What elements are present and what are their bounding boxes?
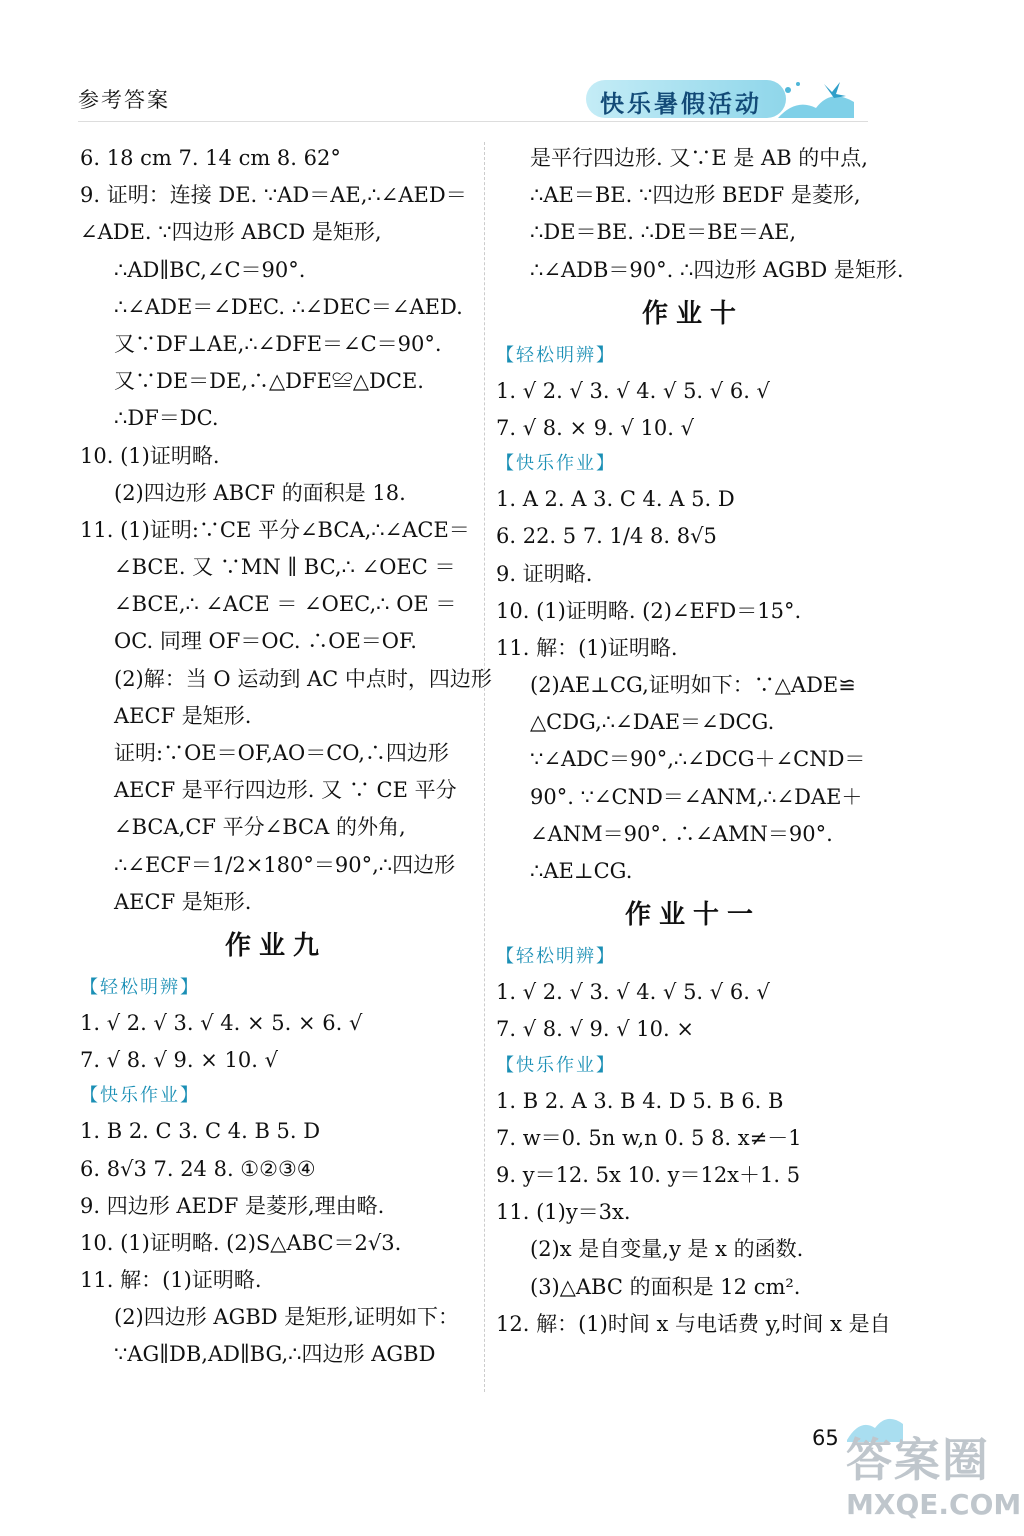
answer-line: 90°. ∵∠CND＝∠ANM,∴∠DAE＋	[530, 784, 863, 809]
watermark	[846, 1433, 1022, 1529]
answer-line: 1. √ 2. √ 3. √ 4. √ 5. √ 6. √	[496, 980, 770, 1005]
answer-line: 1. A 2. A 3. C 4. A 5. D	[496, 487, 735, 512]
watermark-logo: 答案圈	[846, 1433, 990, 1487]
section-tag: 【快乐作业】	[80, 1085, 200, 1107]
answer-line: ∠BCE,∴ ∠ACE ＝ ∠OEC,∴ OE ＝	[114, 592, 457, 617]
banner-splash-icon	[776, 78, 856, 120]
section-heading: 作业九	[224, 930, 327, 961]
answer-line: ∴DF＝DC.	[114, 406, 219, 431]
answer-line: ∵∠ADC＝90°,∴∠DCG＋∠CND＝	[530, 747, 866, 772]
section-tag: 【快乐作业】	[496, 453, 616, 475]
answer-line: 11. 解：(1)证明略.	[80, 1268, 262, 1293]
answer-line: ∴AE＝BE. ∵四边形 BEDF 是菱形,	[530, 183, 861, 208]
answer-line: ∴∠ADE＝∠DEC. ∴∠DEC＝∠AED.	[114, 294, 463, 319]
answer-line: 7. √ 8. √ 9. × 10. √	[80, 1048, 278, 1073]
answer-line: 又∵DE＝DE,∴△DFE≌△DCE.	[114, 369, 424, 394]
answer-line: 9. y＝12. 5x 10. y＝12x＋1. 5	[496, 1162, 801, 1187]
column-divider	[484, 142, 485, 1392]
answer-line: 1. √ 2. √ 3. √ 4. × 5. × 6. √	[80, 1010, 363, 1035]
answer-line: 7. √ 8. × 9. √ 10. √	[496, 415, 694, 440]
answer-line: (2)解：当 O 运动到 AC 中点时，四边形	[114, 666, 492, 691]
section-tag: 【快乐作业】	[496, 1054, 616, 1076]
answer-line: △CDG,∴∠DAE＝∠DCG.	[530, 710, 775, 735]
answer-line: 6. 8√3 7. 24 8. ①②③④	[80, 1156, 316, 1181]
page-number: 65	[812, 1426, 839, 1450]
answer-line: 7. w＝0. 5n w,n 0. 5 8. x≠－1	[496, 1125, 802, 1150]
answer-line: 12. 解：(1)时间 x 与电话费 y,时间 x 是自	[496, 1311, 891, 1336]
answer-line: 1. √ 2. √ 3. √ 4. √ 5. √ 6. √	[496, 378, 770, 403]
answer-line: 1. B 2. A 3. B 4. D 5. B 6. B	[496, 1088, 784, 1113]
section-tag: 【轻松明辨】	[496, 344, 616, 366]
banner-title: 快乐暑假活动	[600, 90, 762, 118]
answer-line: (2)四边形 AGBD 是矩形,证明如下：	[114, 1305, 459, 1330]
section-heading: 作业十一	[624, 900, 761, 931]
answer-line: (2)AE⊥CG,证明如下：∵△ADE≌	[530, 673, 856, 698]
answer-line: 又∵DF⊥AE,∴∠DFE＝∠C＝90°.	[114, 331, 442, 356]
answer-line: 是平行四边形. 又∵E 是 AB 的中点,	[530, 146, 868, 170]
header-banner	[586, 78, 858, 120]
section-heading: 作业十	[641, 298, 744, 329]
answer-line: ∵AG∥DB,AD∥BG,∴四边形 AGBD	[114, 1342, 436, 1367]
answer-line: 11. (1)y＝3x.	[496, 1200, 631, 1225]
section-tag: 【轻松明辨】	[496, 946, 616, 968]
answer-line: 11. (1)证明:∵CE 平分∠BCA,∴∠ACE＝	[80, 517, 470, 542]
answer-line: ∠BCE. 又 ∵MN ∥ BC,∴ ∠OEC ＝	[114, 555, 456, 580]
answer-line: 1. B 2. C 3. C 4. B 5. D	[80, 1119, 321, 1144]
answer-line: ∠BCA,CF 平分∠BCA 的外角,	[114, 815, 406, 840]
answer-line: 证明:∵OE＝OF,AO＝CO,∴四边形	[114, 741, 449, 765]
answer-line: AECF 是矩形.	[114, 889, 252, 914]
answer-line: 11. 解：(1)证明略.	[496, 635, 678, 660]
answer-line: OC. 同理 OF＝OC. ∴OE＝OF.	[114, 629, 417, 654]
answer-line: ∴DE＝BE. ∴DE＝BE＝AE,	[530, 220, 797, 245]
answer-line: 9. 四边形 AEDF 是菱形,理由略.	[80, 1193, 385, 1218]
section-tag: 【轻松明辨】	[80, 976, 200, 998]
answer-line: 7. √ 8. √ 9. √ 10. ×	[496, 1017, 694, 1042]
left-column	[80, 140, 492, 1374]
answer-line: (2)四边形 ABCF 的面积是 18.	[114, 480, 406, 505]
answer-line: 10. (1)证明略. (2)S△ABC＝2√3.	[80, 1230, 402, 1255]
answer-line: AECF 是矩形.	[114, 703, 252, 728]
answer-line: 9. 证明：连接 DE. ∵AD＝AE,∴∠AED＝	[80, 183, 467, 208]
answer-line: 9. 证明略.	[496, 561, 593, 586]
answer-line: (2)x 是自变量,y 是 x 的函数.	[530, 1237, 804, 1262]
header-rule	[78, 121, 868, 122]
answer-line: ∠ADE. ∵四边形 ABCD 是矩形,	[80, 220, 382, 245]
answer-line: 6. 22. 5 7. 1/4 8. 8√5	[496, 524, 717, 549]
answer-line: 10. (1)证明略.	[80, 443, 220, 468]
answer-line: ∴∠ADB＝90°. ∴四边形 AGBD 是矩形.	[530, 257, 904, 282]
answer-line: ∠ANM＝90°. ∴∠AMN＝90°.	[530, 821, 833, 846]
answer-line: AECF 是平行四边形. 又 ∵ CE 平分	[114, 778, 457, 803]
answer-line: ∴AD∥BC,∠C＝90°.	[114, 257, 306, 282]
answer-line: 10. (1)证明略. (2)∠EFD＝15°.	[496, 598, 802, 623]
watermark-url: MXQE.COM	[846, 1488, 1022, 1521]
header-label: 参考答案	[78, 88, 170, 112]
answer-line: ∴AE⊥CG.	[530, 859, 633, 883]
answer-line: (3)△ABC 的面积是 12 cm².	[530, 1274, 801, 1299]
answer-line: 6. 18 cm 7. 14 cm 8. 62°	[80, 146, 341, 170]
right-column	[496, 140, 904, 1343]
answer-line: ∴∠ECF＝1/2×180°＝90°,∴四边形	[114, 852, 456, 877]
